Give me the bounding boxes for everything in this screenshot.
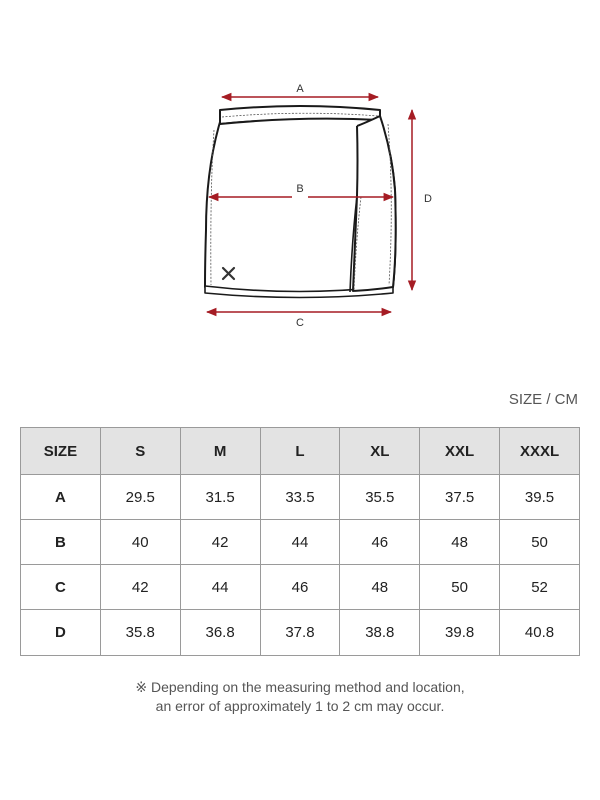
dim-label-b: B [296,183,304,195]
table-cell: 46 [340,520,420,565]
table-cell: 50 [500,520,580,565]
table-cell: 46 [260,565,340,610]
header-cell: SIZE [21,428,101,475]
table-cell: 40.8 [500,610,580,656]
row-label: C [21,565,101,610]
header-cell: S [100,428,180,475]
dim-label-c: C [296,317,304,329]
table-cell: 36.8 [180,610,260,656]
header-cell: XXL [420,428,500,475]
table-cell: 38.8 [340,610,420,656]
skirt-measurement-diagram [0,0,600,360]
row-label: A [21,475,101,520]
header-cell: M [180,428,260,475]
table-cell: 35.8 [100,610,180,656]
table-cell: 31.5 [180,475,260,520]
table-cell: 39.5 [500,475,580,520]
table-cell: 50 [420,565,500,610]
dim-label-a: A [296,83,304,95]
table-cell: 37.5 [420,475,500,520]
table-cell: 44 [260,520,340,565]
table-cell: 37.8 [260,610,340,656]
header-cell: L [260,428,340,475]
table-cell: 44 [180,565,260,610]
table-cell: 52 [500,565,580,610]
note-line-1: ※ Depending on the measuring method and location, [135,679,465,695]
table-cell: 42 [180,520,260,565]
header-cell: XXXL [500,428,580,475]
row-label: D [21,610,101,656]
table-cell: 40 [100,520,180,565]
table-row [21,475,580,520]
table-cell: 39.8 [420,610,500,656]
dim-label-d: D [424,193,432,205]
table-cell: 35.5 [340,475,420,520]
unit-label: SIZE / CM [508,391,578,408]
header-cell: XL [340,428,420,475]
table-cell: 29.5 [100,475,180,520]
table-header-row [21,428,580,475]
table-cell: 48 [340,565,420,610]
size-chart-table [20,427,580,656]
note-line-2: an error of approximately 1 to 2 cm may occur. [155,698,445,714]
table-row [21,565,580,610]
row-label: B [21,520,101,565]
table-cell: 42 [100,565,180,610]
table-cell: 48 [420,520,500,565]
measurement-note [0,678,600,716]
table-row [21,520,580,565]
table-cell: 33.5 [260,475,340,520]
table-row [21,610,580,656]
